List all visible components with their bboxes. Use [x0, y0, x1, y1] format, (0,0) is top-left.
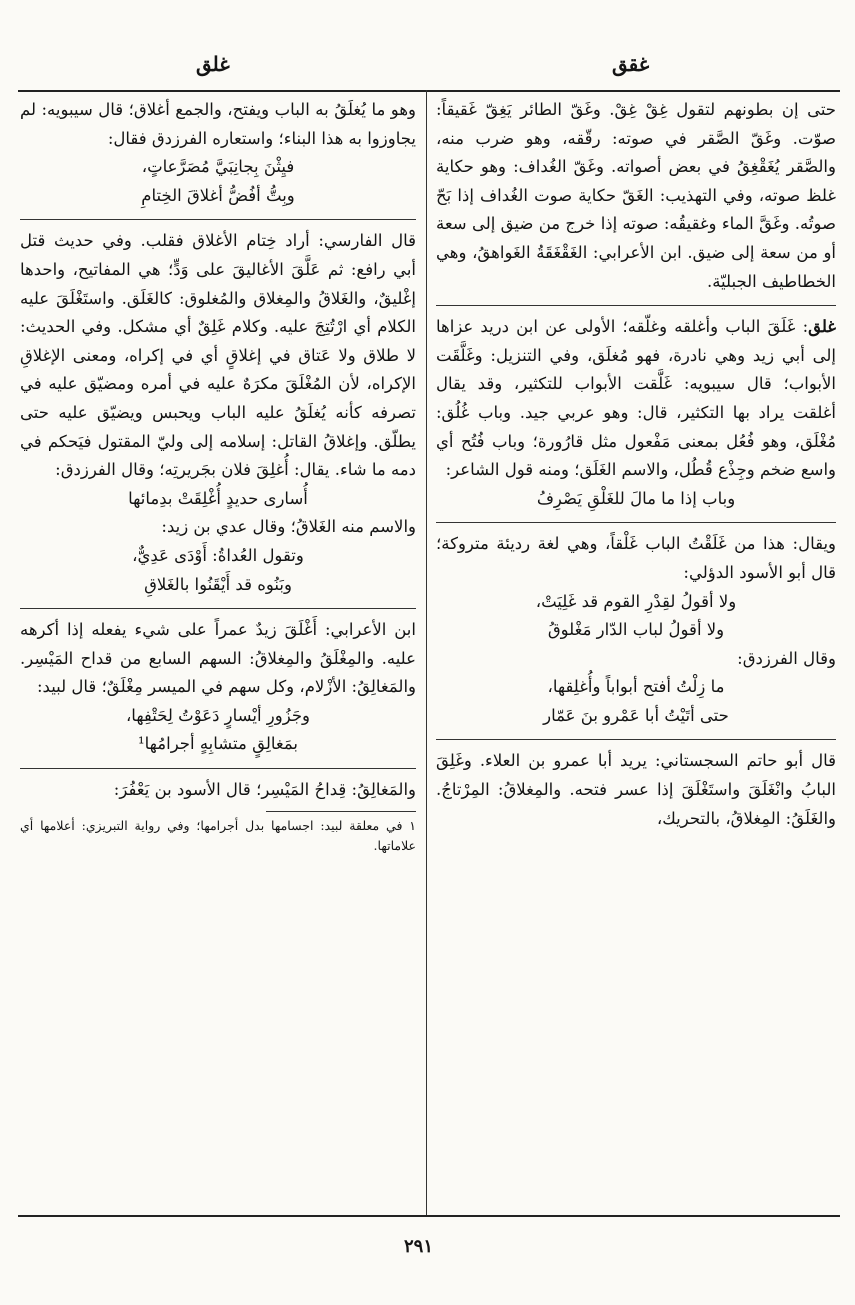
verse-line: وبِتُّ أفُضُّ أغلاقَ الخِتامِ — [141, 185, 295, 205]
entry-text: : غَلَقَ الباب وأغلقه وغلّقه؛ الأولى عن ابن دريد عزاها إلى أبي زيد وهي نادرة، فهو مُغلَق، وفي التنزيل: وغَلَّقَت الأبواب؛ قال سيبويه: غَلَّقت الأبواب للتكثير، وقد يقال أغلقت يراد بها التكثير، قال: وهو عربي جيد. وباب غُلُق: مُغْلَق، وهو فُعُل بمعنى مَفْعول مثل قارُورة؛ وباب فُتُح أي واسع ضخم وجِذْع قُطُل، والاسم الغَلَق؛ ومنه قول الشاعر: — [436, 317, 836, 480]
verse-line: ولا أقولُ لباب الدّار مَغْلوقُ — [547, 620, 725, 640]
header-rule — [18, 90, 840, 92]
page-headword-right: غقق — [612, 52, 650, 76]
paragraph: والمَغالِقُ: قِداحُ المَيْسِر؛ قال الأسود بن يَعْفُرَ: — [113, 780, 416, 800]
verse-line: بمَغالِقٍ متشابِهٍ أجرامُها¹ — [138, 734, 298, 754]
separator — [436, 522, 836, 523]
separator — [436, 739, 836, 740]
separator — [20, 768, 416, 769]
paragraph: والاسم منه الغَلاقُ؛ وقال عدي بن زيد: — [161, 517, 416, 537]
right-column — [436, 96, 836, 1210]
paragraph: وهو ما يُغلَقُ به الباب ويفتح، والجمع أغلاق؛ قال سيبويه: لم يجاوزوا به هذا البناء؛ واستعاره الفرزدق فقال: — [20, 100, 416, 148]
page-headword-left: غلق — [196, 52, 230, 76]
entry-separator — [436, 305, 836, 306]
footnote: ١ في معلقة لبيد: اجسامها بدل أجرامها؛ وفي رواية التبريزي: أعلامها أي علاماتها. — [20, 817, 416, 853]
verse-line: أُسارى حديدٍ أُغْلِقَتْ بدِمائها — [128, 488, 308, 508]
verse-line: فيِثْنَ بِجانِبَيَّ مُصَرَّعاتٍ، — [141, 157, 295, 177]
entry-headword: غلق — [808, 317, 836, 337]
verse-line: ما زِلْتُ أفتح أبواباً وأُغلِقها، — [547, 677, 725, 697]
verse-line: حتى أتَيْتُ أبا عَمْرو بنَ عَمّار — [543, 705, 729, 725]
verse-line: ولا أقولُ لقِدْرِ القوم قد غَلِيَتْ، — [535, 591, 737, 611]
verse-line: وتقول العُداةُ: أَوْدَى عَدِيٌّ، — [132, 545, 304, 565]
paragraph: ابن الأعرابي: أَغْلَقَ زيدٌ عمراً على شيء يفعله إذا أكرهه عليه. والمِغْلَقُ والمِغلاقُ: السهم السابع من قداح المَيْسِر. والمَغالِقُ: الأزْلام، وكل سهم في الميسر مِغْلَقٌ؛ قال لبيد: — [20, 620, 416, 697]
left-column — [20, 96, 416, 1210]
verse-line: وبَنُوه قد أَيْقَنُوا بالغَلاقِ — [144, 574, 292, 594]
footnote-rule — [266, 811, 416, 812]
page-number: ٢٩١ — [404, 1236, 434, 1257]
verse-line: وباب إذا ما مالَ للغَلْقِ يَصْرِفُ — [536, 488, 736, 508]
paragraph: وقال الفرزدق: — [737, 648, 836, 668]
separator — [20, 219, 416, 220]
verse-line: وجَزُورِ أيْسارٍ دَعَوْتُ لِحَتْفِها، — [125, 705, 311, 725]
separator — [20, 608, 416, 609]
footer-rule — [18, 1215, 840, 1217]
paragraph: ويقال: هذا من غَلَقْتُ الباب غَلْقاً، وهي لغة رديئة متروكة؛ قال أبو الأسود الدؤلي: — [436, 534, 836, 582]
entry-paragraph — [436, 313, 836, 485]
paragraph: حتى إن بطونهم لتقول غِقْ غِقْ. وغَقّ الطائر يَغِقّ غَقيقاً: صوّت. وغَقّ الصَّقر في صوته: رقّقه، وهو ضرب منه، والصَّقر يُغَقْغِقُ في بعض أصواته. وغَقّ الغُداف: وهو حكاية غلظ صوته، وفي التهذيب: الغَقّ حكاية صوت الغُداف إذا بَحّ صوتُه. وغَقَّ الماء وغقيقُه: صوته إذا خرج من ضيق إلى سعة أو من سعة إلى ضيق. ابن الأعرابي: الغَقْغَقَةُ الغَواهقُ، وهي الخطاطيف الجبليّة. — [436, 100, 836, 291]
paragraph: قال أبو حاتم السجستاني: يريد أبا عمرو بن العلاء. وغَلِقَ البابُ وانْغَلَقَ واستَغْلَقَ إذا عسر فتحه. والمِغلاقُ: المِرْتاجُ. والغَلَقُ: المِغلاقُ، بالتحريك، — [436, 751, 836, 828]
column-divider — [426, 90, 427, 1215]
paragraph: قال الفارسي: أراد خِتام الأغلاق فقلب. وفي حديث قتل أبي رافع: ثم عَلَّقَ الأغاليقَ على وَدٍّ؛ هي المفاتيح، واحدها إغْليقٌ، والغَلاقُ والمِغلاق والمُغلوق: كالغَلَق. واستَغْلَقَ عليه الكلام أي ارْتُتِجَ عليه. وكلام غَلِقٌ أي مشكل. وفي الحديث: لا طلاق ولا عَتاق في إغلاقٍ أي في إكراه، ومعنى الإغلاقِ الإكراه، لأن المُغْلَقَ مكرَهٌ عليه في أمره ومضيّق عليه في تصرفه كأنه يُغلَقُ عليه الباب ويحبس ويضيّق عليه حتى يطلّق. وإغلاقُ القاتل: إسلامه إلى وليّ المقتول فيَحكم في دمه ما شاء. يقال: أُغلِقَ فلان بجَريرتِه؛ وقال الفرزدق: — [20, 231, 416, 480]
